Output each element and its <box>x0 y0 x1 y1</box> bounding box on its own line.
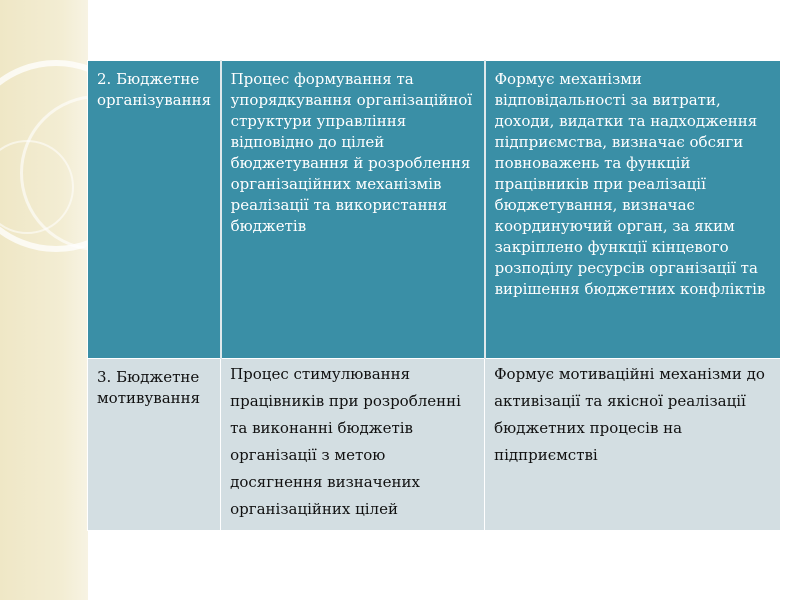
table-row <box>88 359 781 531</box>
stage-cell: 3. Бюджетне мотивування <box>88 359 221 531</box>
slide-decor-band <box>0 0 88 600</box>
stage-cell: 2. Бюджетне організування <box>88 61 221 359</box>
function-cell: Формує механізми відповідальності за витрати, доходи, видатки та надходження підприємства, визначає обсяги повноважень та функцій працівників при реалізації бюджетування, визначає координуючий орган, за яким закріплено функції кінцевого розподілу ресурсів організації та вирішення бюджетних конфліктів <box>485 61 781 359</box>
process-cell: Процес формування та упорядкування організаційної структури управління відповідно до цілей бюджетування й розроблення організаційних механізмів реалізації та використання бюджетів <box>221 61 485 359</box>
budget-stages-table <box>87 60 781 531</box>
function-cell: Формує мотиваційні механізми до активізації та якісної реалізації бюджетних процесів на підприємстві <box>485 359 781 531</box>
process-cell: Процес стимулювання працівників при розробленні та виконанні бюджетів організації з метою досягнення визначених організаційних цілей <box>221 359 485 531</box>
table-row <box>88 61 781 359</box>
